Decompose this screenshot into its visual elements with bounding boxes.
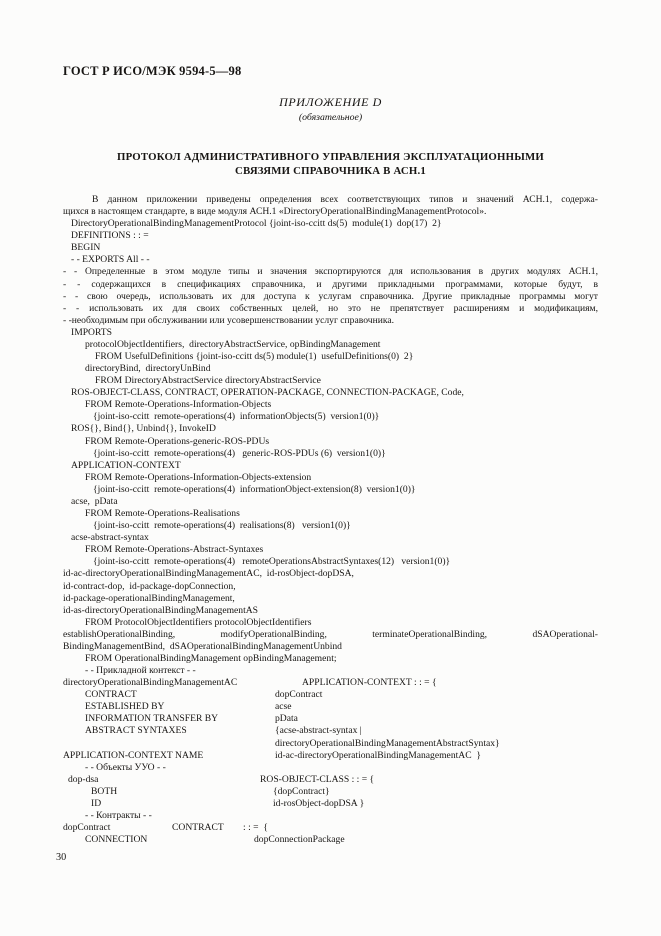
code-line: acse, pData: [71, 495, 118, 507]
code-line-part: dopContract: [275, 689, 323, 701]
code-line: [63, 774, 598, 786]
asn1-module: [63, 218, 598, 846]
code-line: FROM Remote-Operations-generic-ROS-PDUs: [85, 435, 270, 447]
code-line: {joint-iso-ccitt remote-operations(4) informationObjects(5) version1(0)}: [93, 411, 380, 423]
appendix-heading: [0, 95, 661, 123]
code-line-part: dopContract: [63, 822, 111, 834]
code-line: [63, 786, 598, 798]
code-line: [63, 822, 598, 834]
code-line-part: CONTRACT: [85, 689, 137, 701]
code-line: - -необходимым при обслуживании или усовершенствовании услуг справочника.: [63, 314, 395, 326]
code-line-part: {dopContract}: [273, 785, 330, 797]
code-line: {joint-iso-ccitt remote-operations(4) informationObject-extension(8) version1(0)}: [93, 483, 416, 495]
code-line: APPLICATION-CONTEXT: [71, 459, 181, 471]
code-line: [63, 689, 598, 701]
code-line-part: ABSTRACT SYNTAXES: [85, 725, 187, 737]
code-line: id-as-directoryOperationalBindingManagementAS: [63, 604, 259, 616]
code-line-part: : : = {: [243, 822, 268, 834]
code-line-part: acse: [275, 701, 292, 713]
code-line: - - Прикладной контекст - -: [85, 665, 196, 677]
code-line: ROS-OBJECT-CLASS, CONTRACT, OPERATION-PACKAGE, CONNECTION-PACKAGE, Code,: [71, 387, 464, 399]
code-line: - - содержащихся в спецификациях справочника, и другими прикладными программами, которые будут, в: [63, 278, 598, 290]
code-line: FROM Remote-Operations-Realisations: [85, 508, 240, 520]
code-line: FROM Remote-Operations-Information-Objects: [85, 399, 272, 411]
code-line: BEGIN: [71, 242, 101, 254]
code-line: [63, 750, 598, 762]
code-line-part: pData: [275, 713, 298, 725]
standard-number: ГОСТ Р ИСО/МЭК 9594-5—98: [63, 64, 242, 78]
code-line: [63, 677, 598, 689]
code-line: [63, 725, 598, 737]
code-line-part: CONNECTION: [85, 834, 148, 846]
code-line: id-contract-dop, id-package-dopConnection,: [63, 580, 236, 592]
code-line-part: INFORMATION TRANSFER BY: [85, 713, 219, 725]
appendix-label: ПРИЛОЖЕНИЕ D: [279, 95, 382, 109]
code-line: protocolObjectIdentifiers, directoryAbstractService, opBindingManagement: [85, 338, 381, 350]
intro-line: щихся в настоящем стандарте, в виде модуля АСН.1 «DirectoryOperationalBindingManagementProtocol».: [63, 206, 487, 218]
code-line: ROS{}, Bind{}, Unbind{}, InvokeID: [71, 423, 216, 435]
code-line: - - Определенные в этом модуле типы и значения экспортируются для использования в других модулях АСН.1,: [63, 266, 598, 278]
code-line-part: dop-dsa: [68, 773, 99, 785]
code-line: [63, 798, 598, 810]
code-line: - - использовать их для своих собственных целей, но это не препятствует расширениям и модификациям,: [63, 302, 598, 314]
code-line: establishOperationalBinding, modifyOperationalBinding, terminateOperationalBinding, dSAOperational-: [63, 628, 598, 640]
appendix-note: (обязательное): [298, 112, 363, 123]
code-line: [63, 713, 598, 725]
code-line: IMPORTS: [71, 326, 113, 338]
code-line: FROM ProtocolObjectIdentifiers protocolObjectIdentifiers: [85, 616, 312, 628]
code-line: directoryBind, directoryUnBind: [85, 363, 211, 375]
code-line: acse-abstract-syntax: [71, 532, 149, 544]
code-line: {joint-iso-ccitt remote-operations(4) remoteOperationsAbstractSyntaxes(12) version1(0)}: [93, 556, 451, 568]
page-body: [63, 194, 598, 846]
code-line: [63, 834, 598, 846]
document-title: [0, 151, 661, 178]
code-line: [63, 738, 598, 750]
document-title-line1: ПРОТОКОЛ АДМИНИСТРАТИВНОГО УПРАВЛЕНИЯ ЭКСПЛУАТАЦИОННЫМИ: [116, 151, 545, 163]
code-line: DirectoryOperationalBindingManagementProtocol {joint-iso-ccitt ds(5) module(1) dop(17) 2}: [71, 218, 442, 230]
code-line-part: APPLICATION-CONTEXT NAME: [63, 749, 204, 761]
code-line-part: id-rosObject-dopDSA }: [273, 797, 365, 809]
code-line-part: id-ac-directoryOperationalBindingManagementAC }: [275, 749, 482, 761]
code-line-part: ID: [91, 797, 102, 809]
code-line-part: APPLICATION-CONTEXT : : = {: [302, 677, 437, 689]
intro-line: В данном приложении приведены определения всех соответствующих типов и значений АСН.1, содержа-: [92, 194, 598, 205]
document-title-line2: СВЯЗЯМИ СПРАВОЧНИКА В АСН.1: [234, 164, 427, 177]
code-line: id-ac-directoryOperationalBindingManagementAC, id-rosObject-dopDSA,: [63, 568, 354, 580]
code-line-part: directoryOperationalBindingManagementAC: [63, 677, 238, 689]
code-line: id-package-operationalBindingManagement,: [63, 592, 235, 604]
code-line: FROM UsefulDefinitions {joint-iso-ccitt ds(5) module(1) usefulDefinitions(0) 2}: [95, 351, 414, 363]
code-line: DEFINITIONS : : =: [71, 230, 149, 242]
code-line: - - свою очередь, использовать их для доступа к услугам справочника. Другие прикладные программы могут: [63, 290, 598, 302]
code-line: {joint-iso-ccitt remote-operations(4) generic-ROS-PDUs (6) version1(0)}: [93, 447, 386, 459]
code-line: BindingManagementBind, dSAOperationalBindingManagementUnbind: [63, 640, 342, 652]
code-line: - - Контракты - -: [85, 809, 152, 821]
code-line: FROM DirectoryAbstractService directoryAbstractService: [95, 375, 321, 387]
code-line: {joint-iso-ccitt remote-operations(4) realisations(8) version1(0)}: [93, 520, 351, 532]
page-number: 30: [56, 852, 67, 863]
code-line: FROM OperationalBindingManagement opBindingManagement;: [85, 652, 337, 664]
code-line: - - Объекты УУО - -: [85, 761, 166, 773]
code-line-part: directoryOperationalBindingManagementAbstractSyntax}: [275, 737, 500, 749]
code-line-part: CONTRACT: [172, 822, 224, 834]
code-line: [63, 701, 598, 713]
code-line-part: dopConnectionPackage: [254, 834, 345, 846]
code-line-part: ESTABLISHED BY: [85, 701, 165, 713]
code-line: - - EXPORTS All - -: [71, 254, 150, 266]
code-line-part: ROS-OBJECT-CLASS : : = {: [260, 773, 375, 785]
code-line: FROM Remote-Operations-Information-Objects-extension: [85, 471, 312, 483]
code-line-part: {acse-abstract-syntax |: [275, 725, 362, 737]
code-line: FROM Remote-Operations-Abstract-Syntaxes: [85, 544, 264, 556]
code-line-part: BOTH: [91, 785, 118, 797]
